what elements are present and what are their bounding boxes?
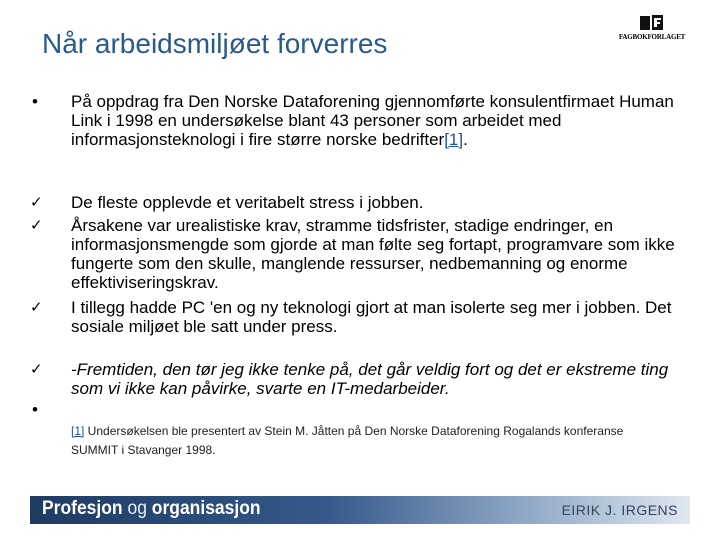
bullet-icon: • xyxy=(32,400,38,419)
footnote-back-link[interactable]: [1] xyxy=(71,424,85,438)
footer-banner xyxy=(30,496,690,524)
finding-text: De fleste opplevde et veritabelt stress i jobben. xyxy=(71,193,424,212)
slide-title: Når arbeidsmiljøet forverres xyxy=(42,28,388,59)
banner-word-3: organisasjon xyxy=(151,498,261,519)
check-icon: ✓ xyxy=(30,216,43,234)
footnote-text: Undersøkelsen ble presentert av Stein M. Jåtten på Den Norske Dataforening Rogalands konferanse SUMMIT i Stavanger 1998. xyxy=(71,424,624,457)
finding-item xyxy=(30,216,680,292)
book-icon xyxy=(639,14,665,32)
check-icon: ✓ xyxy=(30,360,43,378)
finding-item xyxy=(30,298,680,336)
finding-text: Årsakene var urealistiske krav, stramme tidsfrister, stadige endringer, en informasjonsmengde som gjorde at man følte seg fortapt, programvare som ikke fungerte som den skulle, manglende ressurser, nedbemanning og enorme effektiviseringskrav. xyxy=(71,216,675,292)
intro-body: På oppdrag fra Den Norske Dataforening gjennomførte konsulentfirmaet Human Link i 1998 en undersøkelse blant 43 personer som arbeidet med informasjonsteknologi i fire større norske bedrifter xyxy=(71,92,674,149)
bullet-icon: • xyxy=(32,92,38,111)
intro-text xyxy=(71,92,680,149)
check-icon: ✓ xyxy=(30,298,43,316)
publisher-logo xyxy=(618,14,686,50)
finding-item xyxy=(30,193,680,212)
quote-text: -Fremtiden, den tør jeg ikke tenke på, det går veldig fort og det er ekstreme ting som vi ikke kan påvirke, svarte en IT-medarbeider. xyxy=(71,360,669,398)
quote-item xyxy=(30,360,680,398)
footnote xyxy=(71,422,671,460)
check-icon: ✓ xyxy=(30,193,43,211)
logo-text: FAGBOKFORLAGET xyxy=(618,33,686,41)
finding-text: I tillegg hadde PC 'en og ny teknologi gjort at man isolerte seg mer i jobben. Det sosiale miljøet ble satt under press. xyxy=(71,298,672,336)
banner-word-1: Profesjon xyxy=(42,498,123,519)
intro-item xyxy=(30,92,680,149)
banner-word-2: og xyxy=(122,498,152,519)
footnote-ref-link[interactable]: [1] xyxy=(444,130,464,149)
banner-title xyxy=(42,498,261,520)
banner-author: EIRIK J. IRGENS xyxy=(561,502,678,518)
intro-end: . xyxy=(463,130,468,149)
